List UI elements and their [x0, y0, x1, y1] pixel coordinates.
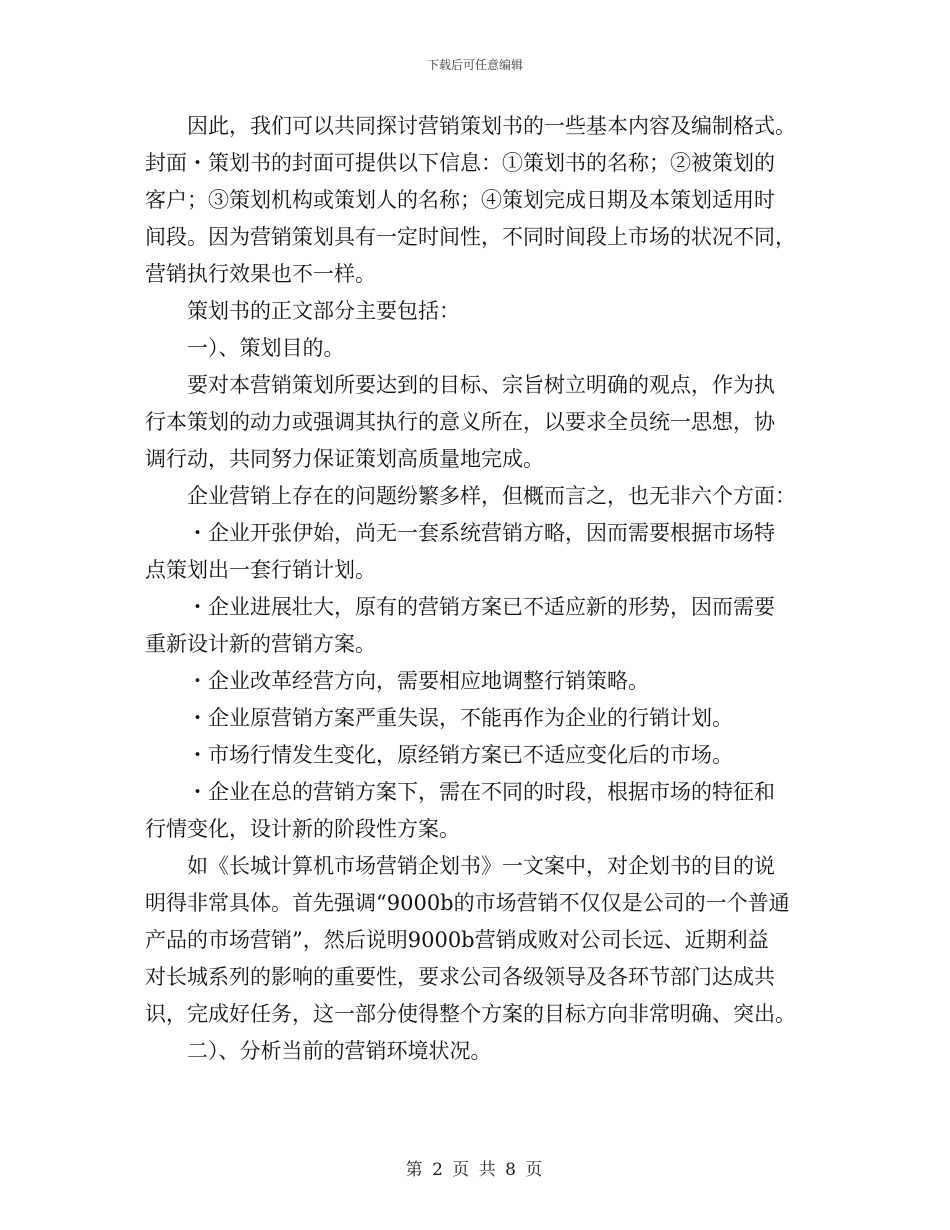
page-header: 下载后可任意编辑	[426, 58, 523, 72]
paragraph-line: 识，完成好任务，这一部分使得整个方案的目标方向非常明确、突出。	[145, 1002, 796, 1026]
paragraph-line: 要对本营销策划所要达到的目标、宗旨树立明确的观点，作为执	[187, 373, 775, 397]
paragraph-line: 调行动，共同努力保证策划高质量地完成。	[145, 447, 544, 471]
paragraph-line: 策划书的正文部分主要包括：	[187, 299, 460, 323]
paragraph-line: 明得非常具体。首先强调“9000b的市场营销不仅仅是公司的一个普通	[145, 891, 790, 915]
paragraph-line: 如《长城计算机市场营销企划书》一文案中，对企划书的目的说	[187, 854, 775, 878]
bullet-line: ・企业原营销方案严重失误，不能再作为企业的行销计划。	[187, 706, 733, 730]
paragraph-line: 营销执行效果也不一样。	[145, 262, 376, 286]
bullet-line: ・企业改革经营方向，需要相应地调整行销策略。	[187, 669, 649, 693]
page-footer: 第 2 页 共 8 页	[405, 1160, 545, 1180]
bullet-line: 重新设计新的营销方案。	[145, 632, 376, 656]
paragraph-line: 因此，我们可以共同探讨营销策划书的一些基本内容及编制格式。	[187, 114, 796, 138]
bullet-line: 点策划出一套行销计划。	[145, 558, 376, 582]
bullet-line: ・市场行情发生变化，原经销方案已不适应变化后的市场。	[187, 743, 733, 767]
bullet-line: ・企业开张伊始，尚无一套系统营销方略，因而需要根据市场特	[187, 521, 775, 545]
paragraph-line: 行本策划的动力或强调其执行的意义所在，以要求全员统一思想，协	[145, 410, 775, 434]
paragraph-line: 间段。因为营销策划具有一定时间性，不同时间段上市场的状况不同，	[145, 225, 796, 249]
document-body	[145, 108, 810, 1070]
bullet-line: ・企业进展壮大，原有的营销方案已不适应新的形势，因而需要	[187, 595, 775, 619]
paragraph-line: 企业营销上存在的问题纷繁多样，但概而言之，也无非六个方面：	[187, 484, 796, 508]
section-heading: 二）、分析当前的营销环境状况。	[187, 1039, 492, 1063]
paragraph-line: 封面・策划书的封面可提供以下信息：①策划书的名称；②被策划的	[145, 151, 775, 175]
bullet-line: ・企业在总的营销方案下，需在不同的时段，根据市场的特征和	[187, 780, 775, 804]
section-heading: 一）、策划目的。	[187, 336, 345, 360]
bullet-line: 行情变化，设计新的阶段性方案。	[145, 817, 460, 841]
paragraph-line: 客户；③策划机构或策划人的名称；④策划完成日期及本策划适用时	[145, 188, 775, 212]
paragraph-line: 产品的市场营销”，然后说明9000b营销成败对公司长远、近期利益	[145, 928, 769, 952]
paragraph-line: 对长城系列的影响的重要性，要求公司各级领导及各环节部门达成共	[145, 965, 775, 989]
